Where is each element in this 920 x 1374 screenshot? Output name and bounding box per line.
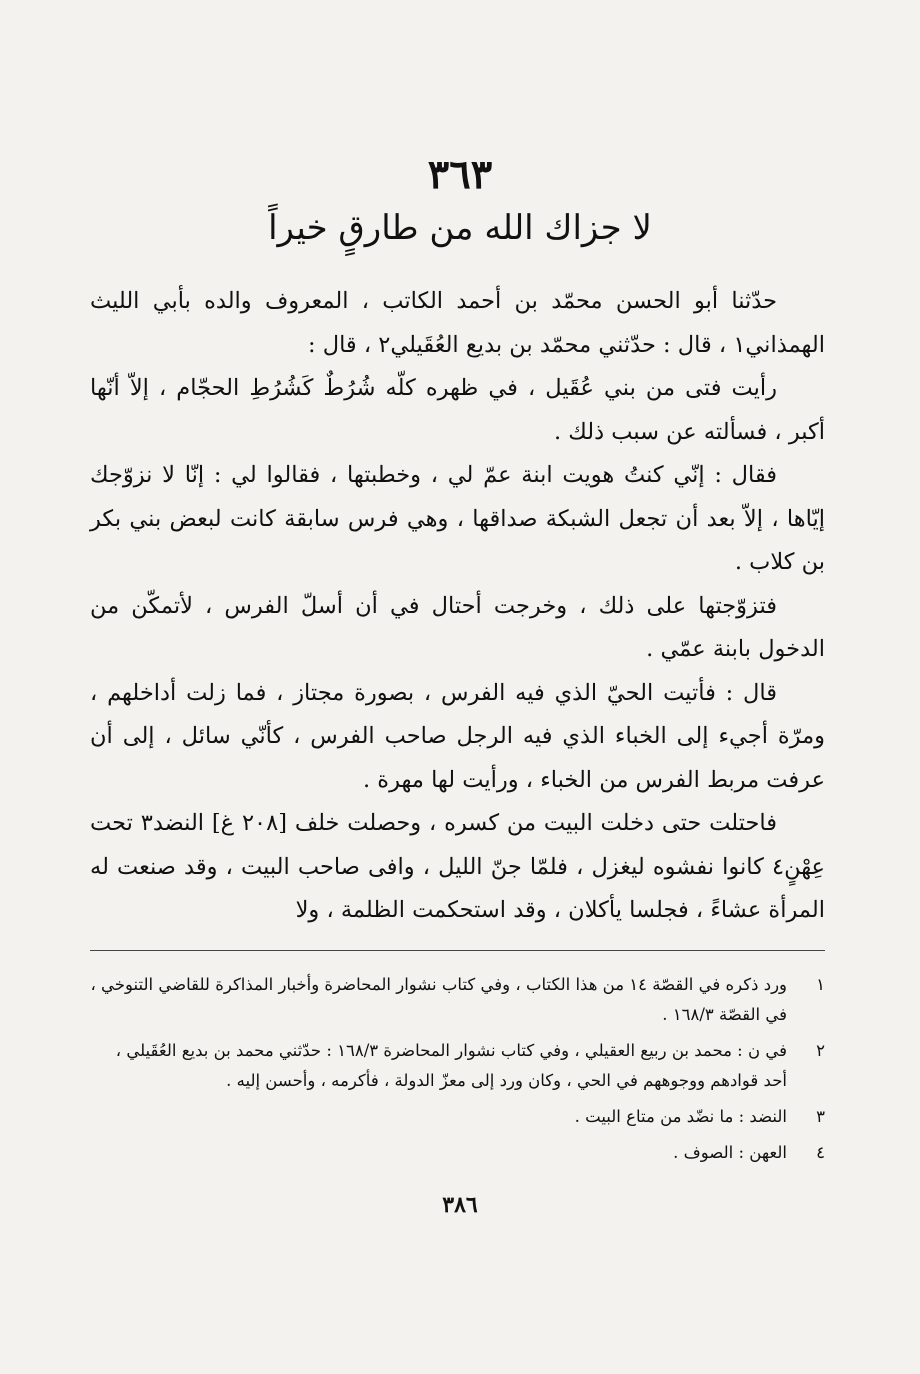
footnote <box>90 970 825 1030</box>
footnote-line: ورد ذكره في القصّة ١٤ من هذا الكتاب ، وفي كتاب نشوار المحاضرة وأخبار المذاكرة للقاضي التنوخي ، <box>90 975 787 994</box>
footnote-line: في القصّة ١٦٨/٣ . <box>662 1005 787 1024</box>
paragraph: حدّثنا أبو الحسن محمّد بن أحمد الكاتب ، المعروف والده بأبي الليث الهمذاني١ ، قال : حدّثني محمّد بن بديع العُقَيلي٢ ، قال : <box>90 288 825 358</box>
footnote-text <box>90 1102 787 1132</box>
footnote-number: ٢ <box>816 1041 825 1060</box>
footnote-number: ٤ <box>816 1143 825 1162</box>
footnote-line: في ن : محمد بن ربيع العقيلي ، وفي كتاب نشوار المحاضرة ١٦٨/٣ : حدّثني محمد بن بديع العُقَيلي ، <box>115 1041 787 1060</box>
page-number: ٣٨٦ <box>442 1192 478 1218</box>
story-title: لا جزاك الله من طارقٍ خيراً <box>268 208 652 248</box>
footnote <box>90 1102 825 1132</box>
paragraph: فقال : إنّي كنتُ هويت ابنة عمّ لي ، وخطبتها ، فقالوا لي : إنّا لا نزوّجك إيّاها ، إلاّ بعد أن تجعل الشبكة صداقها ، وهي فرس سابقة كانت لبعض بني بكر بن كلاب . <box>90 462 825 575</box>
footnote-text <box>90 970 787 1030</box>
paragraph: فاحتلت حتى دخلت البيت من كسره ، وحصلت خلف [٢٠٨ غ] النضد٣ تحت عِهْنٍ٤ كانوا نفشوه ليغزل ، فلمّا جنّ الليل ، وافى صاحب البيت ، وقد صنعت له المرأة عشاءً ، فجلسا يأكلان ، وقد استحكمت الظلمة ، ولا <box>90 810 825 923</box>
footnote-line: العهن : الصوف . <box>673 1143 787 1162</box>
paragraph: قال : فأتيت الحيّ الذي فيه الفرس ، بصورة مجتاز ، فما زلت أداخلهم ، ومرّة أجيء إلى الخباء الذي فيه الرجل صاحب الفرس ، كأنّي سائل ، إلى أن عرفت مربط الفرس من الخباء ، ورأيت لها مهرة . <box>90 679 825 793</box>
footnote <box>90 1138 825 1168</box>
footnote-number: ١ <box>816 975 825 994</box>
footnote-number: ٣ <box>816 1107 825 1126</box>
story-number: ٣٦٣ <box>427 151 493 198</box>
footnote <box>90 1036 825 1096</box>
footnote-divider <box>90 950 825 951</box>
footnotes <box>90 970 825 1174</box>
footnote-line: أحد قوادهم ووجوههم في الحي ، وكان ورد إلى معزّ الدولة ، فأكرمه ، وأحسن إليه . <box>226 1071 787 1090</box>
main-text <box>90 280 825 933</box>
footnote-text <box>90 1036 787 1096</box>
paragraph: رأيت فتى من بني عُقَيل ، في ظهره كلّه شُرُطٌ كَشُرُطِ الحجّام ، إلاّ أنّها أكبر ، فسألته عن سبب ذلك . <box>90 375 825 445</box>
footnote-text <box>90 1138 787 1168</box>
paragraph: فتزوّجتها على ذلك ، وخرجت أحتال في أن أسلّ الفرس ، لأتمكّن من الدخول بابنة عمّي . <box>90 592 825 662</box>
footnote-line: النضد : ما نضّد من متاع البيت . <box>574 1107 787 1126</box>
